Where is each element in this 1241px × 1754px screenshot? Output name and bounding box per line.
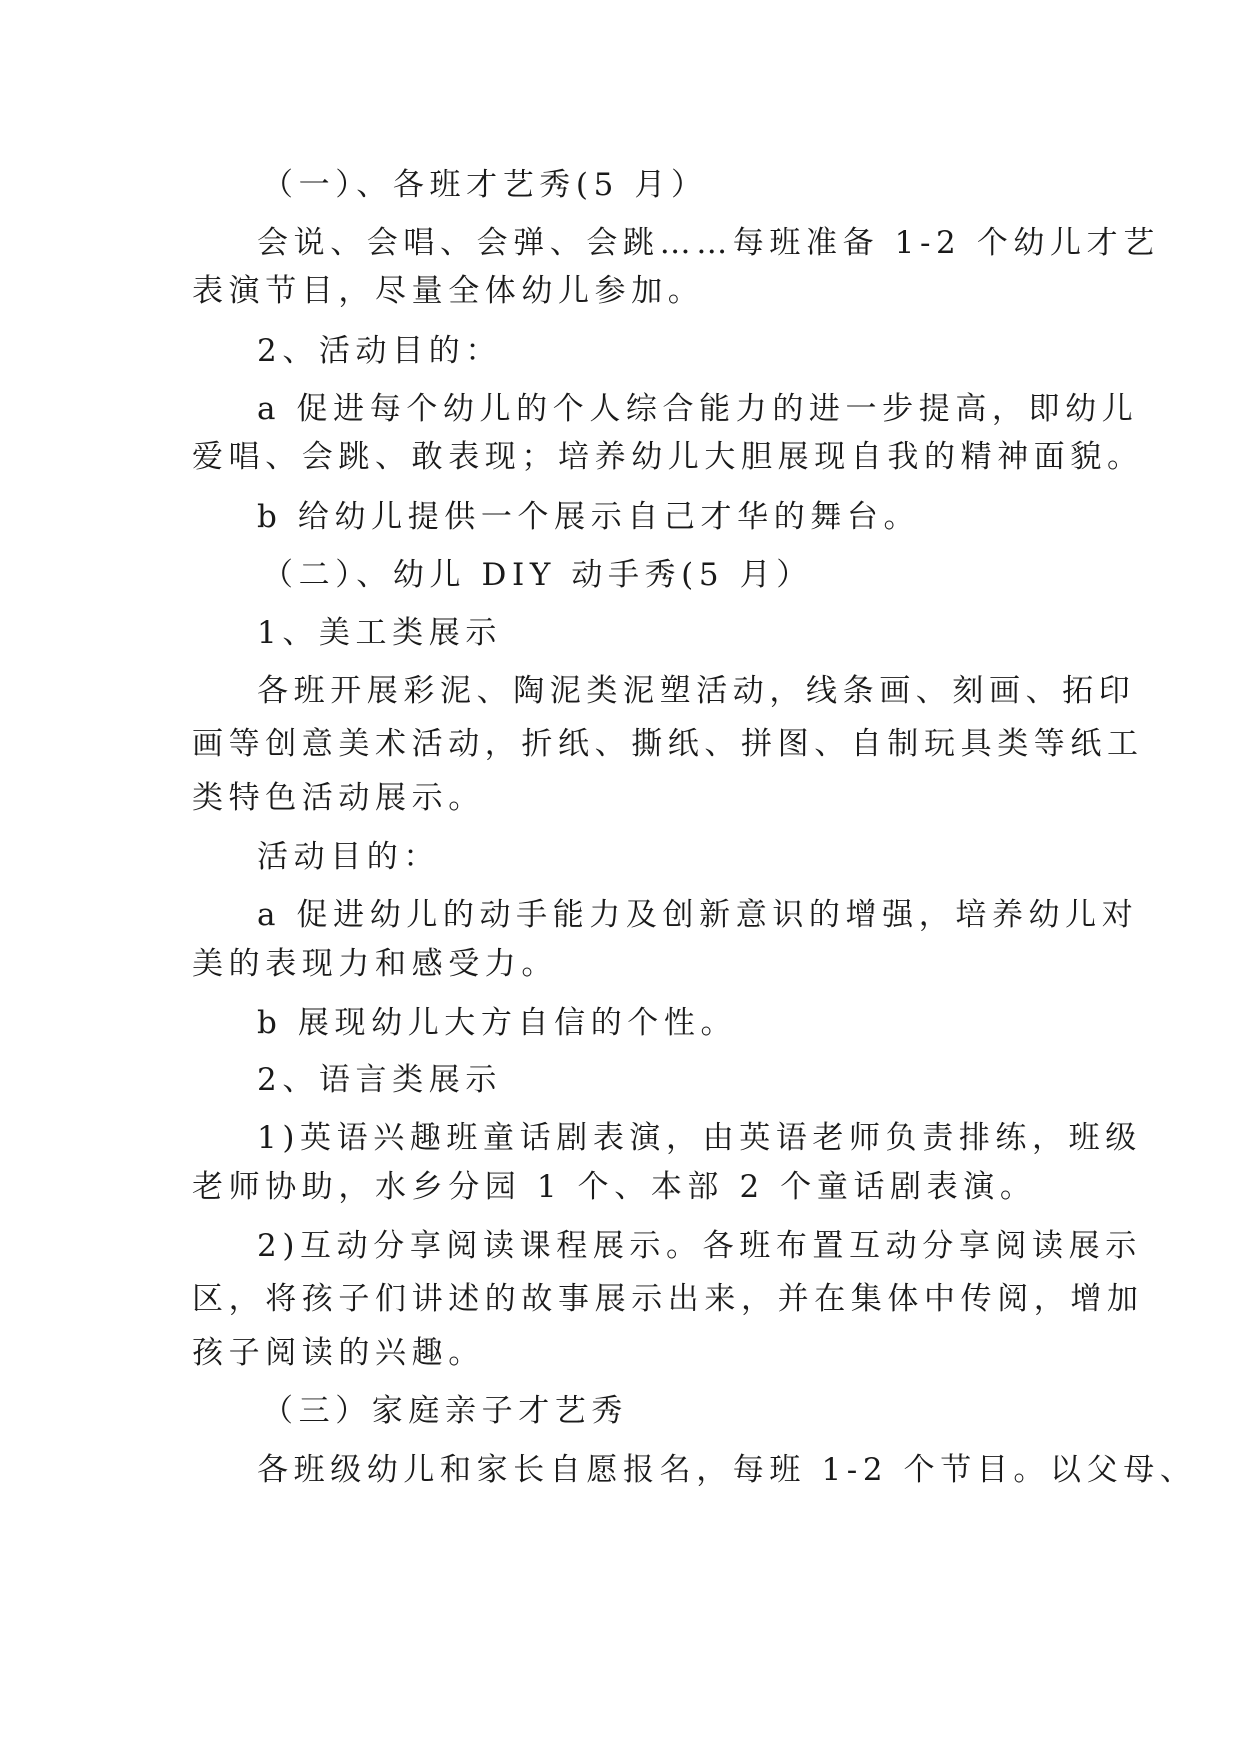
paragraph-line: b 展现幼儿大方自信的个性。 (257, 1005, 738, 1041)
paragraph-line: 区，将孩子们讲述的故事展示出来，并在集体中传阅，增加 (192, 1281, 1144, 1317)
subheading: 活动目的： (257, 839, 440, 875)
paragraph-line: a 促进幼儿的动手能力及创新意识的增强，培养幼儿对 (257, 897, 1139, 933)
paragraph-line: 会说、会唱、会弹、会跳……每班准备 1-2 个幼儿才艺 (257, 225, 1160, 261)
paragraph-line: 画等创意美术活动，折纸、撕纸、拼图、自制玩具类等纸工 (192, 726, 1144, 762)
paragraph-line: 类特色活动展示。 (192, 780, 485, 816)
paragraph-line: 1)英语兴趣班童话剧表演，由英语老师负责排练，班级 (257, 1120, 1142, 1156)
section-heading-3: （三）家庭亲子才艺秀 (262, 1393, 628, 1429)
paragraph-line: 表演节目，尽量全体幼儿参加。 (192, 273, 705, 309)
paragraph-line: 各班级幼儿和家长自愿报名，每班 1-2 个节目。以父母、 (257, 1452, 1197, 1488)
section-heading-2: （二）、幼儿 DIY 动手秀(5 月） (262, 557, 813, 593)
subheading: 2、活动目的： (257, 333, 502, 369)
section-heading-1: （一）、各班才艺秀(5 月） (262, 167, 708, 203)
paragraph-line: 孩子阅读的兴趣。 (192, 1335, 485, 1371)
paragraph-line: 老师协助，水乡分园 1 个、本部 2 个童话剧表演。 (192, 1169, 1037, 1205)
subheading: 1、美工类展示 (257, 615, 502, 651)
paragraph-line: b 给幼儿提供一个展示自己才华的舞台。 (257, 499, 921, 535)
paragraph-line: 美的表现力和感受力。 (192, 946, 558, 982)
paragraph-line: a 促进每个幼儿的个人综合能力的进一步提高，即幼儿 (257, 391, 1139, 427)
paragraph-line: 2)互动分享阅读课程展示。各班布置互动分享阅读展示 (257, 1228, 1142, 1264)
paragraph-line: 爱唱、会跳、敢表现；培养幼儿大胆展现自我的精神面貌。 (192, 439, 1144, 475)
subheading: 2、语言类展示 (257, 1062, 502, 1098)
paragraph-line: 各班开展彩泥、陶泥类泥塑活动，线条画、刻画、拓印 (257, 673, 1136, 709)
